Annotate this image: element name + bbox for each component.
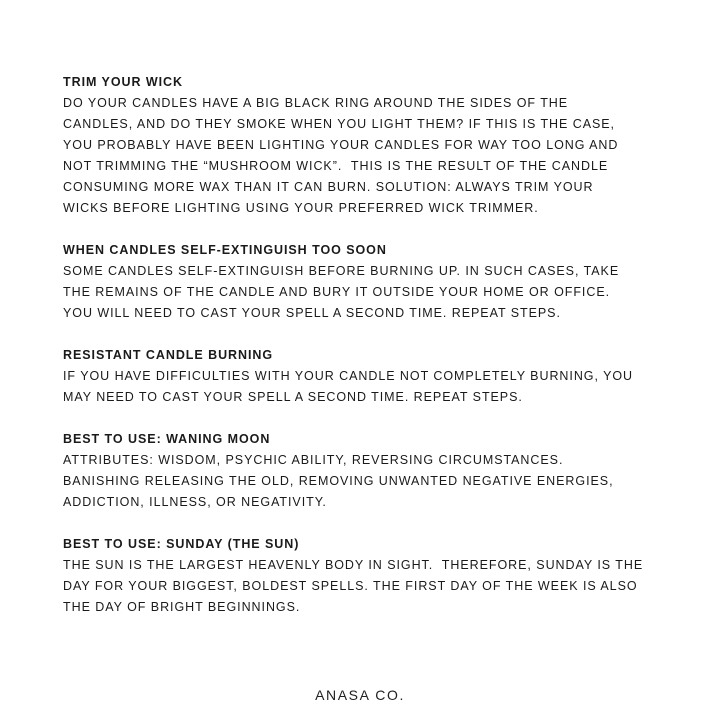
section-heading: TRIM YOUR WICK: [63, 75, 184, 89]
section-resistant-burning: [63, 345, 673, 408]
brand-footer: ANASA CO.: [315, 687, 405, 703]
section-waning-moon: [63, 429, 673, 513]
body-line: DO YOUR CANDLES HAVE A BIG BLACK RING AROUND THE SIDES OF THE: [63, 96, 569, 110]
body-line: DAY FOR YOUR BIGGEST, BOLDEST SPELLS. THE FIRST DAY OF THE WEEK IS ALSO: [63, 579, 638, 593]
body-line: MAY NEED TO CAST YOUR SPELL A SECOND TIME. REPEAT STEPS.: [63, 390, 523, 404]
body-line: YOU PROBABLY HAVE BEEN LIGHTING YOUR CANDLES FOR WAY TOO LONG AND: [63, 138, 619, 152]
section-trim-your-wick: [63, 72, 673, 219]
section-heading: RESISTANT CANDLE BURNING: [63, 348, 274, 362]
section-heading: BEST TO USE: WANING MOON: [63, 432, 271, 446]
body-line: NOT TRIMMING THE “MUSHROOM WICK”. THIS IS THE RESULT OF THE CANDLE: [63, 159, 609, 173]
body-line: THE SUN IS THE LARGEST HEAVENLY BODY IN SIGHT. THEREFORE, SUNDAY IS THE: [63, 558, 644, 572]
body-line: WICKS BEFORE LIGHTING USING YOUR PREFERRED WICK TRIMMER.: [63, 201, 539, 215]
body-line: THE DAY OF BRIGHT BEGINNINGS.: [63, 600, 301, 614]
body-line: BANISHING RELEASING THE OLD, REMOVING UNWANTED NEGATIVE ENERGIES,: [63, 474, 614, 488]
body-line: IF YOU HAVE DIFFICULTIES WITH YOUR CANDLE NOT COMPLETELY BURNING, YOU: [63, 369, 634, 383]
section-heading: BEST TO USE: SUNDAY (THE SUN): [63, 537, 300, 551]
body-line: YOU WILL NEED TO CAST YOUR SPELL A SECOND TIME. REPEAT STEPS.: [63, 306, 561, 320]
body-line: CONSUMING MORE WAX THAN IT CAN BURN. SOLUTION: ALWAYS TRIM YOUR: [63, 180, 594, 194]
section-heading: WHEN CANDLES SELF-EXTINGUISH TOO SOON: [63, 243, 387, 257]
body-line: SOME CANDLES SELF-EXTINGUISH BEFORE BURNING UP. IN SUCH CASES, TAKE: [63, 264, 620, 278]
body-line: CANDLES, AND DO THEY SMOKE WHEN YOU LIGHT THEM? IF THIS IS THE CASE,: [63, 117, 615, 131]
section-sunday: [63, 534, 673, 618]
document-content: [63, 72, 673, 639]
body-line: ATTRIBUTES: WISDOM, PSYCHIC ABILITY, REVERSING CIRCUMSTANCES.: [63, 453, 564, 467]
section-self-extinguish: [63, 240, 673, 324]
body-line: THE REMAINS OF THE CANDLE AND BURY IT OUTSIDE YOUR HOME OR OFFICE.: [63, 285, 611, 299]
body-line: ADDICTION, ILLNESS, OR NEGATIVITY.: [63, 495, 327, 509]
